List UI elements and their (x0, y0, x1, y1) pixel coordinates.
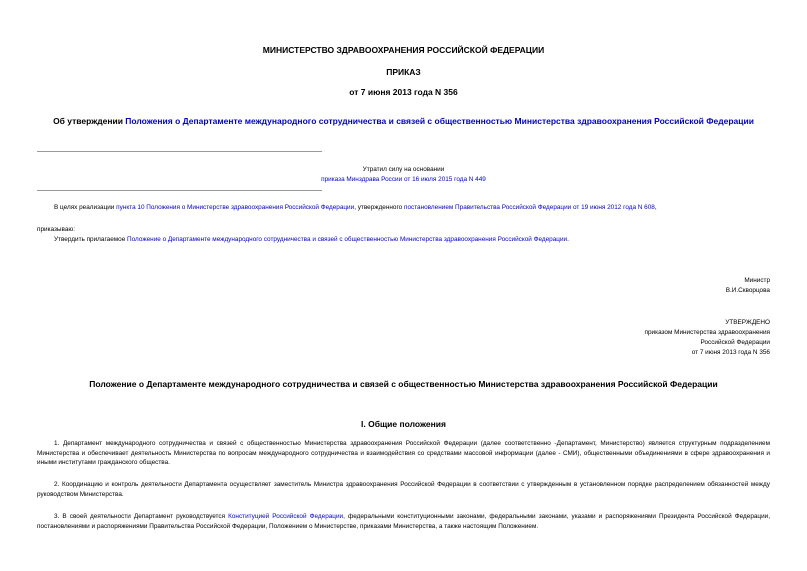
p3-text-b: , федеральными конституционными законами, федеральными законами, указами и распоряжениями Президента Российской Федерации, постановлениями и распоряжениями Правительства Российской Федерации, Положением о Министерстве, приказами Министерства, а также настоящим Положением. (37, 513, 770, 530)
signature-role: Министр (744, 277, 770, 284)
doc-date-number: от 7 июня 2013 года N 356 (349, 87, 458, 97)
approve-text-a: Утвердить прилагаемое (54, 236, 128, 243)
department-regulation-link[interactable]: Положение о Департаменте международного сотрудничества и связей с общественностью Министерства здравоохранения Российской Федерации (127, 236, 568, 243)
signature-name: В.И.Скворцова (725, 287, 770, 294)
status-link-line (0, 175, 807, 185)
ministry-heading: МИНИСТЕРСТВО ЗДРАВООХРАНЕНИЯ РОССИЙСКОЙ ФЕДЕРАЦИИ (262, 45, 545, 55)
section-paragraph-2: 2. Координацию и контроль деятельности Департамента осуществляет заместитель Министра здравоохранения Российской Федерации в соответствии с утвержденным в установленном порядке распределением обязанностей между руководством Министерства. (37, 481, 770, 498)
preamble-text-a: В целях реализации (54, 204, 117, 211)
regulation-title: Положение о Департаменте международного сотрудничества и связей с общественностью Министерства здравоохранения Российской Федерации (89, 379, 718, 389)
document-title (40, 116, 767, 127)
approval-by: приказом Министерства здравоохранения (644, 329, 770, 336)
status-text: Утратил силу на основании (362, 166, 445, 173)
section-heading: I. Общие положения (361, 419, 446, 429)
regulation-point-link[interactable]: пункта 10 Положения о Министерстве здравоохранения Российской Федерации (116, 204, 355, 211)
approval-date: от 7 июня 2013 года N 356 (691, 349, 770, 356)
repeal-order-link[interactable]: приказа Минздрава России от 16 июля 2015 года N 449 (321, 176, 486, 183)
preamble-text-c: , (654, 204, 657, 211)
title-prefix: Об утверждении (53, 116, 126, 126)
government-decree-link[interactable]: постановлением Правительства Российской Федерации от 19 июня 2012 года N 608 (403, 204, 655, 211)
approval-federation: Российской Федерации (700, 339, 770, 346)
order-word: приказываю: (37, 226, 75, 233)
divider-bottom (37, 190, 322, 191)
doc-type-heading: ПРИКАЗ (386, 67, 421, 77)
section-paragraph-1: 1. Департамент международного сотрудничества и связей с общественностью Министерства здравоохранения Российской Федерации (далее соответственно -Департамент, Министерство) является структурным подразделением Министерства и обеспечивает деятельность Министерства по вопросам международного сотрудничества и взаимодействия со средствами массовой информации (далее - СМИ), общественными объединениями в сфере здравоохранения и иными институтами гражданского общества. (37, 440, 770, 466)
preamble-paragraph (54, 203, 774, 213)
approval-label: УТВЕРЖДЕНО (725, 319, 770, 326)
p3-text-a: 3. В своей деятельности Департамент руководствуется (54, 513, 229, 520)
approve-text-b: . (567, 236, 569, 243)
approve-paragraph (54, 235, 774, 245)
section-paragraph-3 (37, 512, 770, 531)
constitution-link[interactable]: Конституцией Российской Федерации (228, 513, 344, 520)
divider-top (37, 151, 322, 152)
title-link[interactable]: Положения о Департаменте международного сотрудничества и связей с общественностью Министерства здравоохранения Российской Федерации (125, 116, 754, 126)
preamble-text-b: , утвержденного (354, 204, 404, 211)
